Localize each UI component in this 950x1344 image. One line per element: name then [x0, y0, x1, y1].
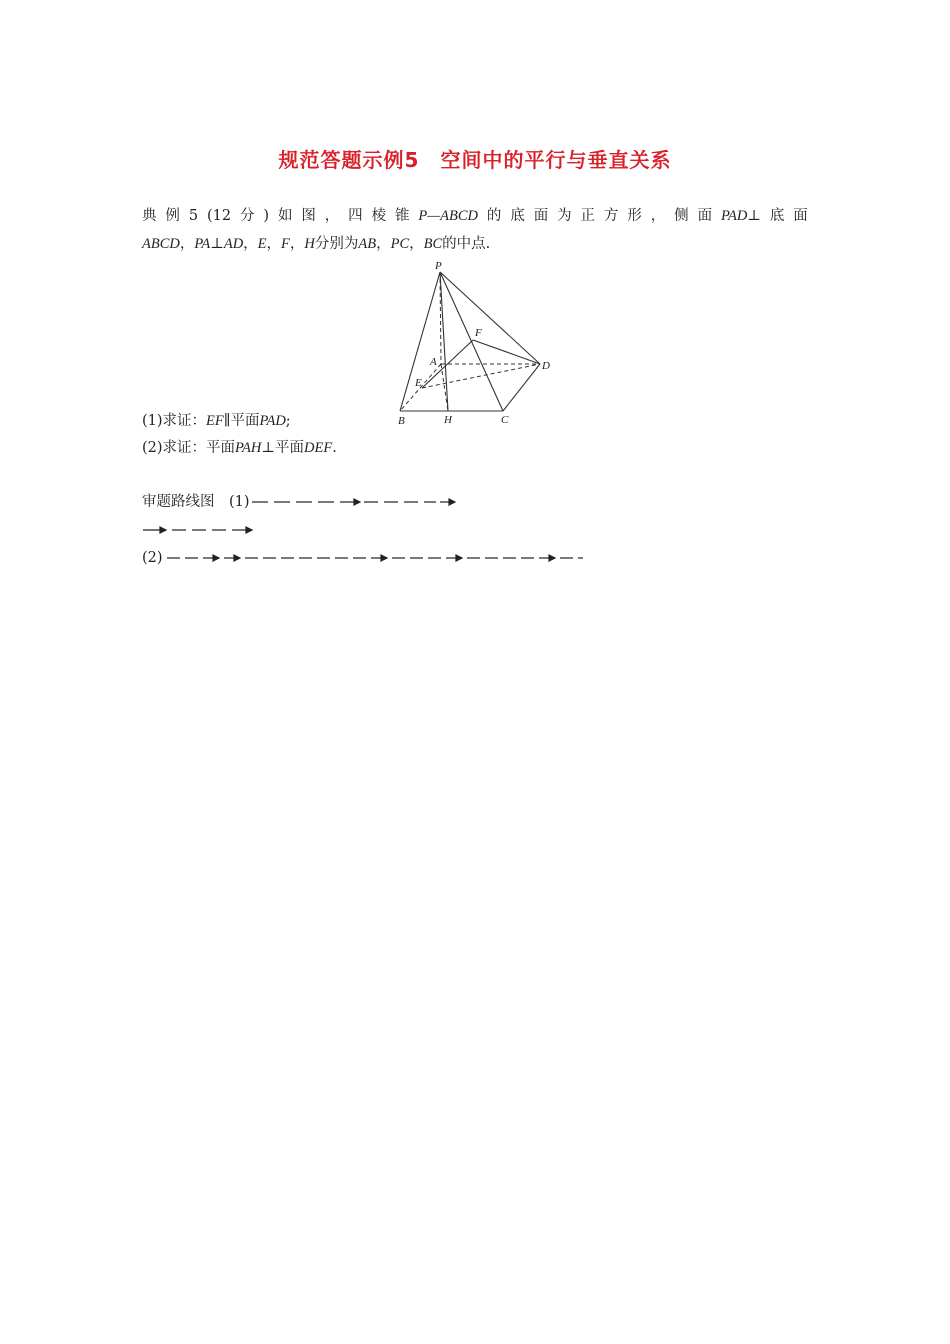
problem-token: 5: [188, 208, 199, 224]
comma: ，: [409, 236, 424, 252]
problem-token: 的: [486, 208, 502, 224]
problem-line-2: [142, 235, 490, 253]
problem-token: 正: [580, 208, 596, 224]
problem-token: 图: [301, 208, 316, 224]
roadmap-label: 审题路线图 (1): [142, 494, 250, 510]
point-e: E: [257, 236, 267, 252]
label-f: F: [475, 327, 482, 339]
question-2: [142, 439, 337, 457]
problem-token: P—ABCD: [418, 208, 478, 224]
edge-pb: [400, 272, 440, 411]
edge-fd: [473, 340, 540, 364]
comma: ，: [266, 236, 282, 252]
problem-token: 分: [239, 208, 255, 224]
problem-token: ，: [324, 208, 340, 224]
problem-token: 例: [165, 208, 180, 224]
problem-token: ，: [650, 208, 666, 224]
problem-token: ): [263, 208, 270, 224]
segment-ab: AB: [358, 236, 377, 252]
roadmap-arrow-chain-2: [142, 524, 257, 536]
text: 分别为: [314, 236, 359, 252]
q2-end: .: [332, 440, 337, 456]
problem-token: 面: [533, 208, 549, 224]
q1-plane: PAD: [259, 413, 286, 429]
comma: ，: [289, 236, 305, 252]
roadmap-row-3: [142, 549, 583, 567]
problem-token: 棱: [371, 208, 387, 224]
comma: ，: [243, 236, 258, 252]
text: 的中点.: [442, 236, 491, 252]
problem-token: 底: [769, 208, 785, 224]
problem-token: 四: [348, 208, 363, 224]
point-f: F: [281, 236, 290, 252]
q2-plane-2: DEF: [304, 440, 333, 456]
problem-token: 锥: [394, 208, 410, 224]
problem-token: 如: [277, 208, 293, 224]
problem-line-1: [142, 207, 808, 225]
point-h: H: [304, 236, 315, 252]
pyramid-figure: [385, 258, 565, 432]
q2-prefix: (2)求证：平面: [142, 440, 236, 456]
label-b: B: [398, 415, 405, 427]
page-title: 规范答题示例5 空间中的平行与垂直关系: [278, 148, 672, 172]
q2-mid: ⊥平面: [261, 440, 305, 456]
problem-token: 侧: [674, 208, 689, 224]
segment-pc: PC: [390, 236, 410, 252]
label-h: H: [444, 414, 452, 426]
edge-ed: [422, 364, 540, 388]
label-p: P: [435, 260, 442, 272]
roadmap-row-2: [142, 521, 257, 539]
problem-token: 面: [697, 208, 713, 224]
problem-token: (12: [206, 208, 232, 224]
problem-token: PAD⊥: [720, 208, 761, 224]
question-1: [142, 412, 291, 430]
label-c: C: [501, 414, 509, 426]
roadmap-row3-prefix: (2): [142, 550, 163, 566]
problem-token: 为: [557, 208, 572, 224]
q1-mid: 平面: [230, 413, 260, 429]
base-name: ABCD: [142, 236, 180, 252]
pyramid-diagram: [385, 258, 565, 428]
q1-end: ;: [285, 413, 291, 429]
edge-ph: [440, 272, 448, 411]
comma: ，: [179, 236, 195, 252]
comma: ，: [376, 236, 391, 252]
q2-plane-1: PAH: [235, 440, 262, 456]
problem-token: 形: [627, 208, 642, 224]
label-d: D: [542, 360, 550, 372]
label-a: A: [430, 356, 437, 368]
roadmap-row-1: [142, 493, 456, 511]
q1-expr: EF∥: [206, 413, 231, 429]
edge-pd: [440, 272, 540, 364]
segment-bc: BC: [423, 236, 443, 252]
roadmap-arrow-chain-1: [250, 496, 456, 508]
roadmap-arrow-chain-3: [163, 552, 583, 564]
problem-token: 方: [603, 208, 619, 224]
label-e: E: [415, 377, 422, 389]
edge-cd: [503, 364, 540, 411]
q1-prefix: (1)求证：: [142, 413, 207, 429]
perp-relation: PA⊥AD: [194, 236, 244, 252]
problem-token: 面: [793, 208, 808, 224]
problem-token: 底: [510, 208, 525, 224]
problem-token: 典: [142, 208, 157, 224]
